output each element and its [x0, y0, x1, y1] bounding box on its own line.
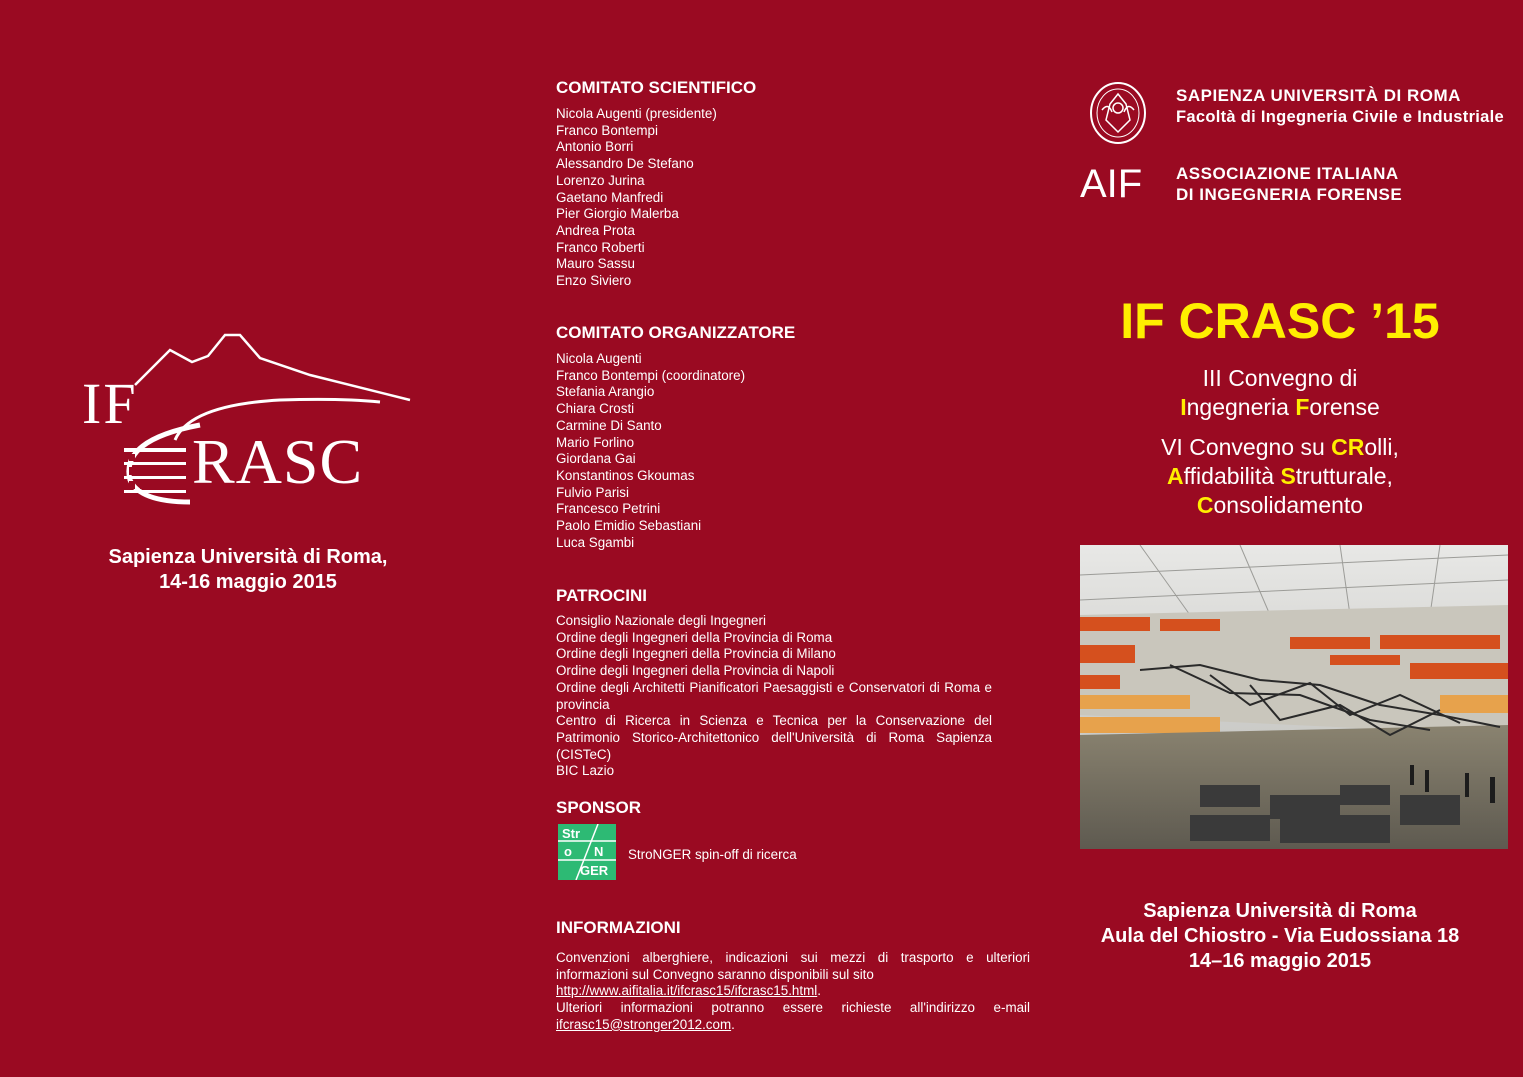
list-item: Ordine degli Ingegneri della Provincia di Roma [556, 629, 833, 645]
patrocini-heading: PATROCINI [556, 586, 647, 605]
list-item: Francesco Petrini [556, 501, 661, 517]
aif-logo-text: AIF [1080, 164, 1143, 200]
comitato-scientifico-list [556, 106, 717, 290]
arena-photo [1080, 545, 1508, 849]
list-item: Franco Roberti [556, 239, 645, 255]
list-item: Fulvio Parisi [556, 484, 629, 500]
stronger-logo-part: GER [580, 863, 609, 878]
list-item: Luca Sgambi [556, 534, 635, 550]
list-item: Enzo Siviero [556, 273, 632, 289]
info-email-link[interactable]: ifcrasc15@stronger2012.com [556, 1016, 732, 1032]
list-item: Franco Bontempi [556, 122, 658, 138]
subtitle-line: Ingegneria Forense [1180, 394, 1380, 420]
stronger-logo-part: o [564, 844, 572, 859]
informazioni-heading: INFORMAZIONI [556, 918, 681, 937]
list-item: Ordine degli Ingegneri della Provincia di Napoli [556, 663, 835, 679]
list-item: Centro di Ricerca in Scienza e Tecnica per la Conservazione del Patrimonio Storico-Architettonico dell'Università di Roma Sapienza (CISTeC) [556, 713, 992, 762]
venue-right-line2: Aula del Chiostro - Via Eudossiana 18 [1100, 925, 1460, 947]
list-item: Ordine degli Ingegneri della Provincia di Milano [556, 646, 836, 662]
logo-crasc-text: RASC [192, 426, 364, 497]
venue-left-line1: Sapienza Università di Roma, [108, 546, 388, 568]
if-crasc-logo [80, 330, 415, 510]
association-name-line1: ASSOCIAZIONE ITALIANA [1176, 164, 1399, 183]
list-item: Lorenzo Jurina [556, 172, 645, 188]
informazioni-text: Convenzioni alberghiere, indicazioni sui mezzi di trasporto e ulteriori informazioni sul Convegno saranno disponibili sul sito http://www.aifitalia.it/ifcrasc15/ifcrasc15.html. Ulteriori informazioni potranno essere richieste all'indirizzo e-mail ifcrasc15@stronger2012.com. [556, 950, 1030, 1032]
list-item: Chiara Crosti [556, 401, 635, 417]
list-item: BIC Lazio [556, 763, 615, 779]
cover-left-panel [0, 0, 500, 1077]
info-middle-panel [556, 0, 1036, 1077]
association-name-line2: DI INGEGNERIA FORENSE [1176, 185, 1403, 204]
subtitle-line: III Convegno di [1202, 365, 1358, 391]
info-text-2: Ulteriori informazioni potranno essere richieste all'indirizzo e-mail [556, 1000, 1030, 1016]
sponsor-heading: SPONSOR [556, 798, 642, 817]
info-text-1: Convenzioni alberghiere, indicazioni sui mezzi di trasporto e ulteriori informazioni sul Convegno saranno disponibili sul sito [556, 950, 1030, 982]
logo-if-text: IF [82, 371, 138, 436]
list-item: Alessandro De Stefano [556, 156, 694, 172]
subtitle-forense [1080, 364, 1480, 422]
list-item: Pier Giorgio Malerba [556, 206, 679, 222]
sapienza-seal-icon [1088, 80, 1148, 146]
event-title: IF CRASC ’15 [1120, 293, 1440, 349]
aif-logo-icon [1080, 164, 1170, 200]
cover-right-panel [1080, 0, 1523, 1077]
list-item: Paolo Emidio Sebastiani [556, 518, 702, 534]
venue-right-line3: 14–16 maggio 2015 [1188, 950, 1372, 972]
stronger-logo-part: N [594, 844, 604, 859]
list-item: Giordana Gai [556, 451, 636, 467]
patrocini-list [556, 613, 992, 780]
list-item: Konstantinos Gkoumas [556, 467, 695, 483]
list-item: Stefania Arangio [556, 384, 655, 400]
comitato-organizzatore-list [556, 351, 745, 551]
venue-left-line2: 14-16 maggio 2015 [159, 571, 337, 593]
list-item: Mauro Sassu [556, 256, 635, 272]
comitato-scientifico-heading: COMITATO SCIENTIFICO [556, 78, 757, 97]
list-item: Consiglio Nazionale degli Ingegneri [556, 613, 766, 628]
list-item: Gaetano Manfredi [556, 189, 664, 205]
list-item: Franco Bontempi (coordinatore) [556, 367, 746, 383]
list-item: Ordine degli Architetti Pianificatori Paesaggisti e Conservatori di Roma e provincia [556, 679, 992, 712]
list-item: Mario Forlino [556, 434, 635, 450]
faculty-name: Facoltà di Ingegneria Civile e Industriale [1176, 108, 1505, 126]
list-item: Antonio Borri [556, 139, 634, 155]
venue-right [1080, 899, 1480, 974]
sponsor-name: StroNGER spin-off di ricerca [628, 847, 797, 862]
stronger-logo-part: Str [562, 826, 581, 841]
subtitle-crasc [1080, 433, 1480, 520]
comitato-organizzatore-heading: COMITATO ORGANIZZATORE [556, 323, 796, 342]
info-website-link[interactable]: http://www.aifitalia.it/ifcrasc15/ifcrasc15.html [556, 983, 818, 999]
subtitle-line: Affidabilità Strutturale, [1167, 463, 1393, 489]
university-name: SAPIENZA UNIVERSITÀ DI ROMA [1176, 86, 1461, 105]
list-item: Nicola Augenti [556, 351, 642, 366]
venue-right-line1: Sapienza Università di Roma [1143, 900, 1417, 922]
list-item: Andrea Prota [556, 222, 635, 238]
stronger-logo [558, 824, 616, 880]
subtitle-line: VI Convegno su CRolli, [1161, 434, 1399, 460]
venue-left [0, 545, 496, 595]
subtitle-line: Consolidamento [1196, 492, 1364, 518]
list-item: Nicola Augenti (presidente) [556, 106, 717, 121]
list-item: Carmine Di Santo [556, 417, 662, 433]
